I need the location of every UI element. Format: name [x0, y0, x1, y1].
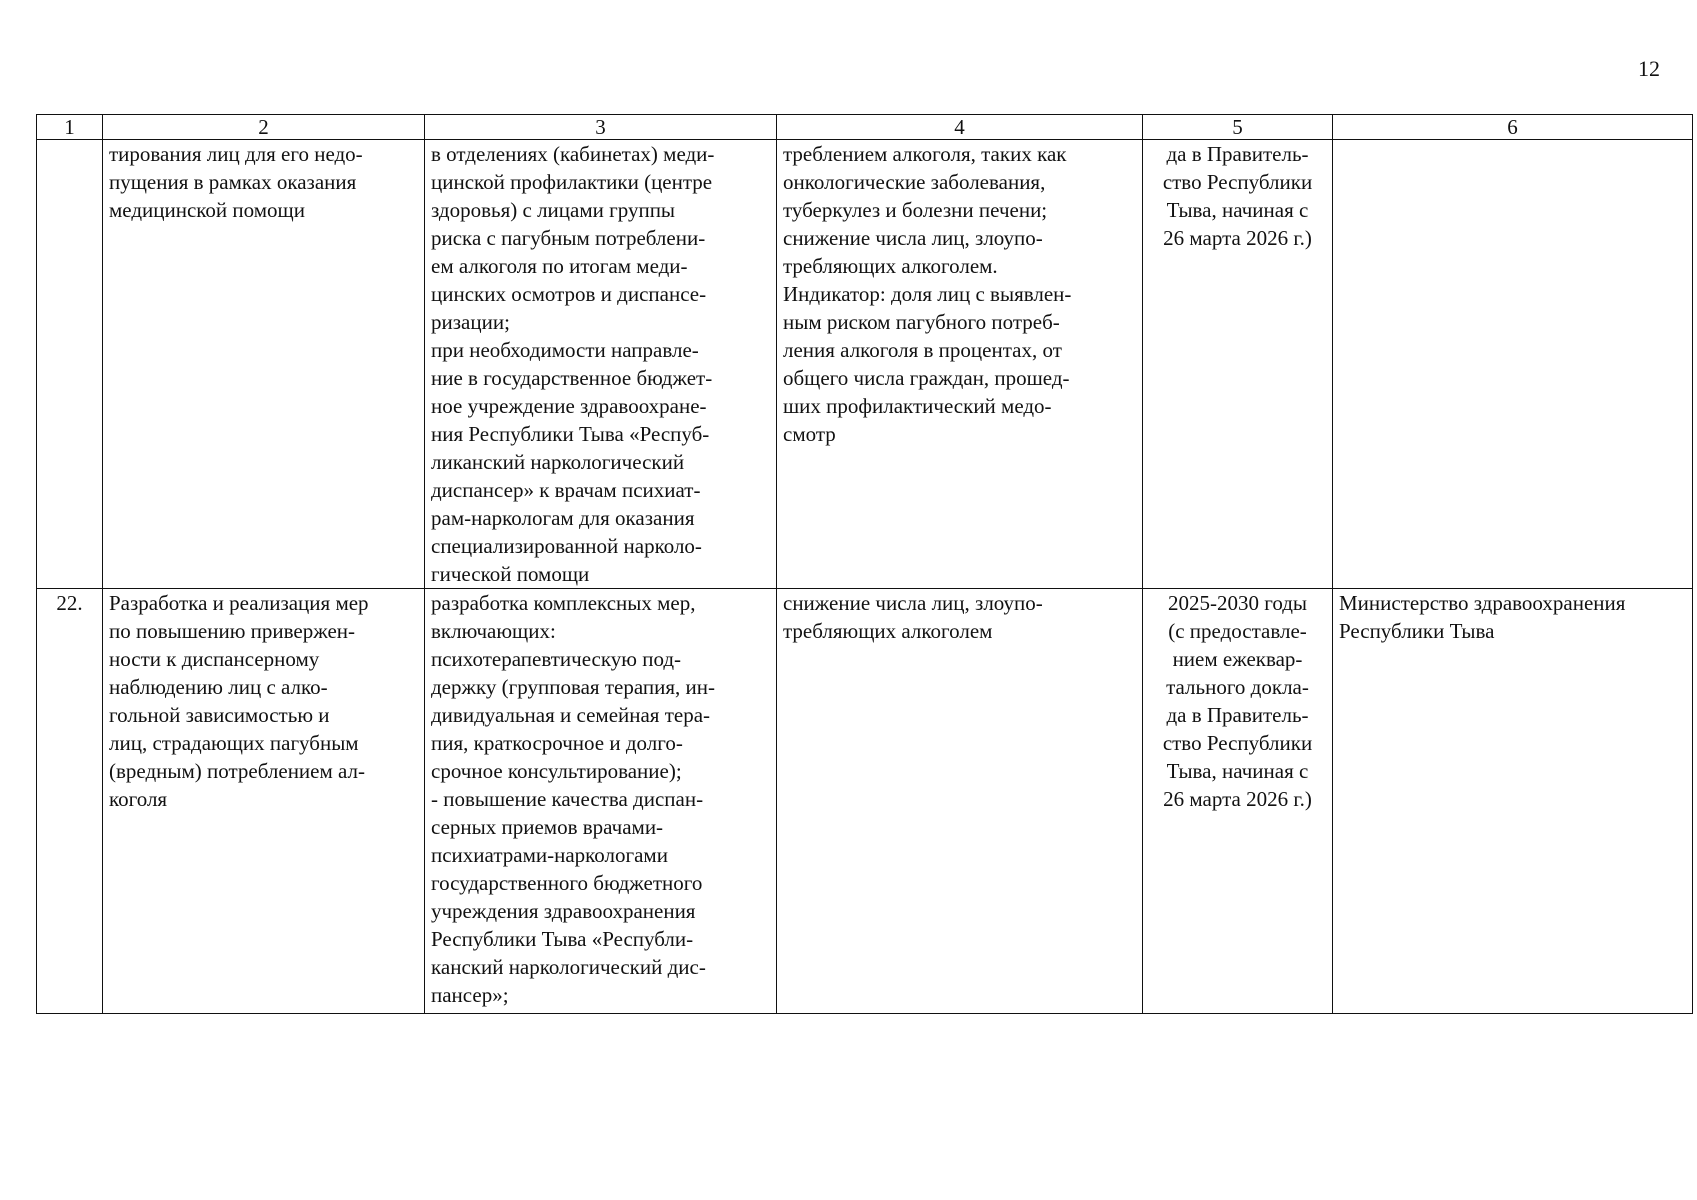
column-header-1: 1 — [37, 115, 103, 140]
expected-result-cell: треблением алкоголя, таких как онкологические заболевания, туберкулез и болезни печени; снижение числа лиц, злоупо- требляющих алкоголем. Индикатор: доля лиц с выявлен- ным риском пагубного потреб- ления алкоголя в процентах, от общего числа граждан, прошед- ших профилактический медо- смотр — [777, 140, 1143, 589]
row-number-cell — [37, 140, 103, 589]
column-header-4: 4 — [777, 115, 1143, 140]
deadline-cell: да в Правитель- ство Республики Тыва, начиная с 26 марта 2026 г.) — [1143, 140, 1333, 589]
column-header-2: 2 — [103, 115, 425, 140]
column-header-6: 6 — [1333, 115, 1693, 140]
column-header-5: 5 — [1143, 115, 1333, 140]
expected-result-cell: снижение числа лиц, злоупо- требляющих алкоголем — [777, 589, 1143, 1014]
measure-content-cell: в отделениях (кабинетах) меди- цинской профилактики (центре здоровья) с лицами группы риска с пагубным потреблени- ем алкоголя по итогам меди- цинских осмотров и диспансе- ризации; при необходимости направле- ние в государственное бюджет- ное учреждение здравоохране- ния Республики Тыва «Респуб- ликанский наркологический диспансер» к врачам психиат- рам-наркологам для оказания специализированной нарколо- гической помощи — [425, 140, 777, 589]
table-row — [37, 589, 1693, 1014]
measure-content-cell: разработка комплексных мер, включающих: психотерапевтическую под- держку (групповая терапия, ин- дивидуальная и семейная тера- пия, краткосрочное и долго- срочное консультирование); - повышение качества диспан- серных приемов врачами- психиатрами-наркологами государственного бюджетного учреждения здравоохранения Республики Тыва «Республи- канский наркологический дис- пансер»; — [425, 589, 777, 1014]
column-header-3: 3 — [425, 115, 777, 140]
row-number-cell: 22. — [37, 589, 103, 1014]
measure-name-cell: Разработка и реализация мер по повышению привержен- ности к диспансерному наблюдению лиц с алко- гольной зависимостью и лиц, страдающих пагубным (вредным) потреблением ал- коголя — [103, 589, 425, 1014]
table-row — [37, 140, 1693, 589]
column-number-header-row — [37, 115, 1693, 140]
responsible-cell: Министерство здравоохранения Республики Тыва — [1333, 589, 1693, 1014]
deadline-cell: 2025-2030 годы (с предоставле- нием ежеквар- тального докла- да в Правитель- ство Республики Тыва, начиная с 26 марта 2026 г.) — [1143, 589, 1333, 1014]
measure-name-cell: тирования лиц для его недо- пущения в рамках оказания медицинской помощи — [103, 140, 425, 589]
page-number: 12 — [1638, 56, 1660, 81]
responsible-cell — [1333, 140, 1693, 589]
action-plan-table — [36, 114, 1693, 1014]
